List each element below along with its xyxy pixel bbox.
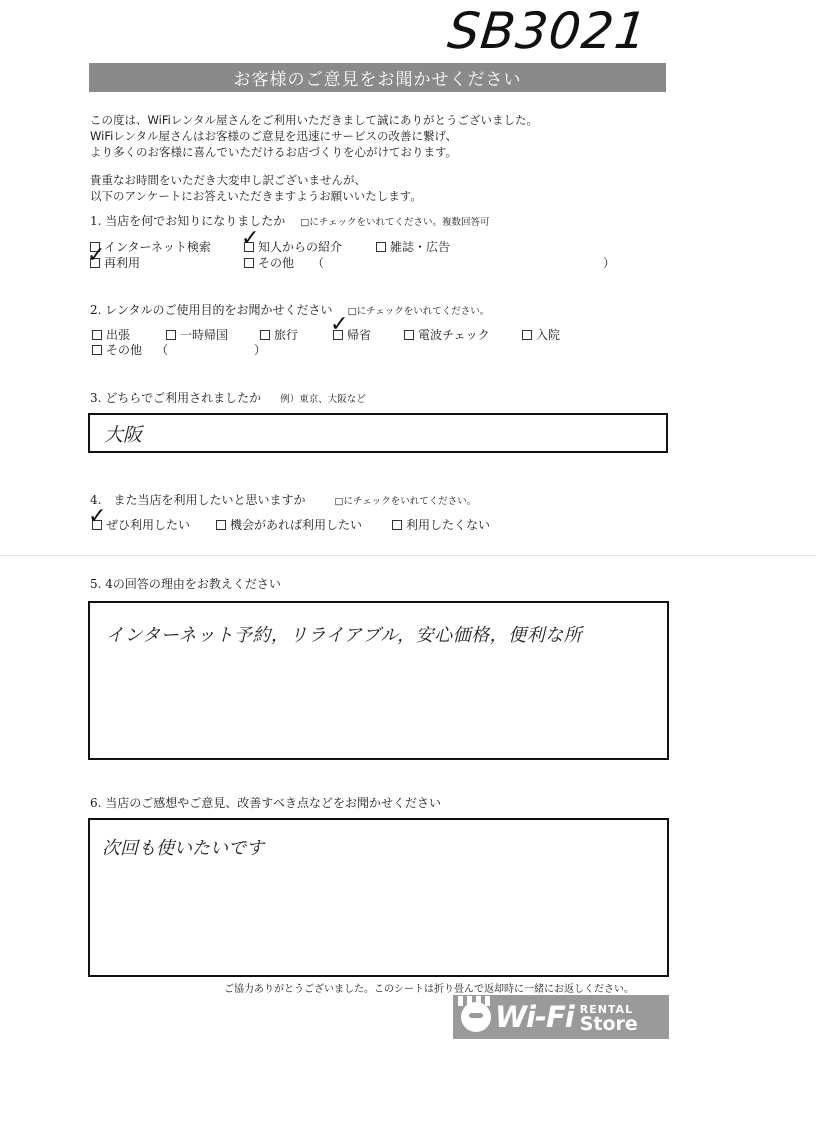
q6-heading (90, 792, 441, 811)
q2-note: □にチェックをいれてください。 (347, 306, 490, 317)
checkbox[interactable] (260, 330, 270, 340)
option-label: その他 (258, 256, 295, 270)
option-label: 電波チェック (418, 328, 490, 342)
q1-option-magazine[interactable] (376, 238, 450, 255)
checkbox[interactable] (376, 242, 386, 252)
option-label: インターネット検索 (104, 240, 211, 254)
q6-answer-box[interactable] (88, 818, 669, 977)
q4-option-maybe[interactable] (216, 516, 362, 533)
q3-answer-text: 大阪 (104, 424, 143, 446)
q3-heading (90, 387, 366, 406)
q2-other-paren-open: （ (156, 343, 169, 357)
handwritten-id-code: SB3021 (444, 2, 651, 60)
q3-example: 例）東京、大阪など (280, 394, 366, 405)
option-label: 再利用 (104, 256, 141, 270)
q1-option-internet[interactable] (90, 238, 211, 255)
checkbox[interactable] (522, 330, 532, 340)
q5-answer-box[interactable] (88, 601, 669, 760)
q4-title: 4. また当店を利用したいと思いますか (90, 493, 306, 507)
checkbox[interactable] (92, 345, 102, 355)
q2-title: 2. レンタルのご使用目的をお聞かせください (90, 303, 333, 317)
intro-line: この度は、WiFiレンタル屋さんをご利用いただきまして誠にありがとうございました。 (90, 113, 539, 127)
q4-heading (90, 489, 476, 508)
q1-option-other[interactable] (244, 254, 294, 271)
option-label: ぜひ利用したい (106, 518, 191, 532)
mascot-icon (461, 1002, 491, 1032)
survey-title-bar (89, 63, 666, 92)
logo-subtext (579, 1002, 638, 1035)
q5-heading (90, 573, 281, 592)
logo-store: Store (579, 1013, 638, 1035)
checkbox[interactable] (392, 520, 402, 530)
option-label: 知人からの紹介 (258, 240, 343, 254)
q4-note: □にチェックをいれてください。 (334, 496, 477, 507)
option-label: 出張 (106, 328, 131, 342)
option-label: 雑誌・広告 (390, 240, 451, 254)
q1-other-paren-open: （ (312, 256, 325, 270)
check-mark-icon: ✓ (88, 504, 107, 529)
option-label: 旅行 (274, 328, 299, 342)
q1-heading (90, 210, 490, 229)
option-label: 機会があれば利用したい (230, 518, 363, 532)
option-label: 一時帰国 (180, 328, 229, 342)
logo-wordmark: Wi-Fi (495, 1000, 574, 1034)
q4-option-no[interactable] (392, 516, 490, 533)
q2-option-signal-check[interactable] (404, 326, 490, 343)
checkbox[interactable] (216, 520, 226, 530)
check-mark-icon: ✓ (330, 312, 349, 337)
q2-heading (90, 299, 489, 318)
scan-divider (0, 555, 816, 556)
option-label: 入院 (536, 328, 561, 342)
q6-answer-text: 次回も使いたいです (102, 838, 264, 859)
logo-rental: RENTAL (579, 1003, 634, 1016)
q6-title: 6. 当店のご感想やご意見、改善すべき点などをお聞かせください (90, 796, 442, 810)
checkbox[interactable] (166, 330, 176, 340)
q2-option-other[interactable] (92, 341, 142, 358)
q5-title: 5. 4の回答の理由をお教えください (90, 577, 281, 591)
checkbox[interactable] (92, 330, 102, 340)
intro-line: 以下のアンケートにお答えいただきますようお願いいたします。 (90, 189, 422, 203)
q2-option-temp-return[interactable] (166, 326, 228, 343)
intro-line: 貴重なお時間をいただき大変申し訳ございませんが、 (90, 173, 366, 187)
intro-line: WiFiレンタル屋さんはお客様のご意見を迅速にサービスの改善に繋げ、 (90, 129, 458, 143)
wifi-rental-store-logo (453, 995, 669, 1039)
thanks-note: ご協力ありがとうございました。このシートは折り畳んで返却時に一緒にお返しください。 (224, 984, 634, 995)
q1-title: 1. 当店を何でお知りになりましたか (90, 214, 286, 228)
option-label: 帰省 (347, 328, 372, 342)
q3-answer-box[interactable] (88, 413, 668, 453)
q2-other-paren-close: ） (254, 343, 267, 357)
option-label: 利用したくない (406, 518, 491, 532)
q3-title: 3. どちらでご利用されましたか (90, 391, 262, 405)
q2-option-hospital[interactable] (522, 326, 560, 343)
survey-title: お客様のご意見をお聞かせください (233, 70, 522, 90)
intro-text (90, 112, 690, 204)
intro-line: より多くのお客様に喜んでいただけるお店づくりを心がけております。 (90, 145, 458, 159)
check-mark-icon: ✓ (241, 226, 260, 251)
q1-other-paren-close: ） (603, 256, 616, 270)
q1-note: □にチェックをいれてください。複数回答可 (300, 217, 490, 228)
checkbox[interactable] (404, 330, 414, 340)
checkbox[interactable] (244, 258, 254, 268)
q4-option-definitely[interactable] (92, 516, 190, 533)
option-label: その他 (106, 343, 143, 357)
q5-answer-text: インターネット予約，リライアブル，安心価格，便利な所 (106, 625, 583, 646)
check-mark-icon: ✓ (87, 243, 106, 268)
